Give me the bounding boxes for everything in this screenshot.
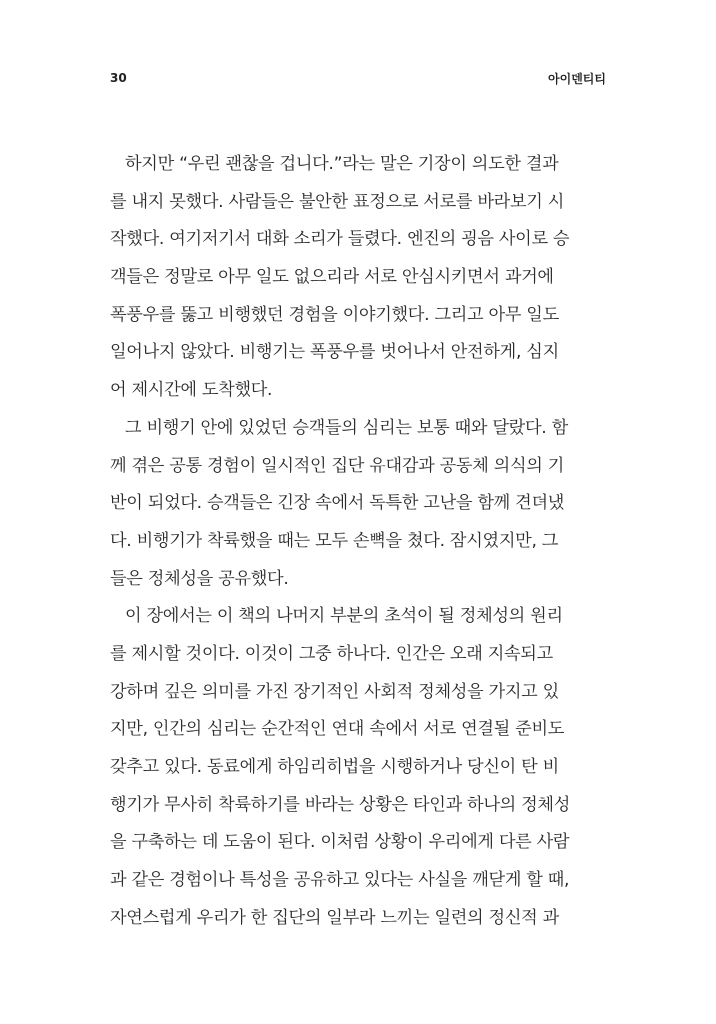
text-line: 들은 정체성을 공유했다.	[110, 568, 289, 589]
text-line: 일어나지 않았다. 비행기는 폭풍우를 벗어나서 안전하게, 심지	[110, 342, 559, 363]
text-line: 갖추고 있다. 동료에게 하임리히법을 시행하거나 당신이 탄 비	[110, 757, 559, 777]
text-line: 을 구축하는 데 도움이 된다. 이처럼 상황이 우리에게 다른 사람	[110, 832, 570, 853]
text-line: 행기가 무사히 착륙하기를 바라는 상황은 타인과 하나의 정체성	[110, 794, 571, 815]
text-line: 를 내지 못했다. 사람들은 불안한 표정으로 서로를 바라보기 시	[110, 191, 565, 212]
paragraph-1	[110, 146, 612, 410]
body-text	[110, 146, 612, 937]
text-line: 하지만 “우린 괜찮을 겁니다.”라는 말은 기장이 의도한 결과	[125, 154, 559, 174]
text-line: 를 제시할 것이다. 이것이 그중 하나다. 인간은 오래 지속되고	[110, 643, 553, 664]
paragraph-2	[110, 410, 612, 598]
text-line: 강하며 깊은 의미를 가진 장기적인 사회적 정체성을 가지고 있	[110, 681, 559, 702]
text-line: 과 같은 경험이나 특성을 공유하고 있다는 사실을 깨닫게 할 때,	[110, 870, 570, 891]
text-line: 어 제시간에 도착했다.	[110, 380, 273, 401]
text-line: 다. 비행기가 착륙했을 때는 모두 손뼉을 쳤다. 잠시였지만, 그	[110, 530, 559, 551]
page-header	[110, 68, 606, 88]
text-line: 작했다. 여기저기서 대화 소리가 들렸다. 엔진의 굉음 사이로 승	[110, 229, 570, 250]
text-line: 지만, 인간의 심리는 순간적인 연대 속에서 서로 연결될 준비도	[110, 719, 565, 740]
running-title: 아이덴티티	[548, 71, 606, 86]
text-line: 반이 되었다. 승객들은 긴장 속에서 독특한 고난을 함께 견뎌냈	[110, 493, 565, 514]
text-line: 께 겪은 공통 경험이 일시적인 집단 유대감과 공동체 의식의 기	[110, 455, 565, 476]
text-line: 폭풍우를 뚫고 비행했던 경험을 이야기했다. 그리고 아무 일도	[110, 304, 559, 325]
paragraph-3	[110, 598, 612, 937]
text-line: 자연스럽게 우리가 한 집단의 일부라 느끼는 일련의 정신적 과	[110, 907, 559, 928]
text-line: 그 비행기 안에 있었던 승객들의 심리는 보통 때와 달랐다. 함	[125, 417, 568, 438]
text-line: 이 장에서는 이 책의 나머지 부분의 초석이 될 정체성의 원리	[125, 606, 563, 627]
text-line: 객들은 정말로 아무 일도 없으리라 서로 안심시키면서 과거에	[110, 267, 554, 288]
page-number: 30	[110, 71, 127, 85]
